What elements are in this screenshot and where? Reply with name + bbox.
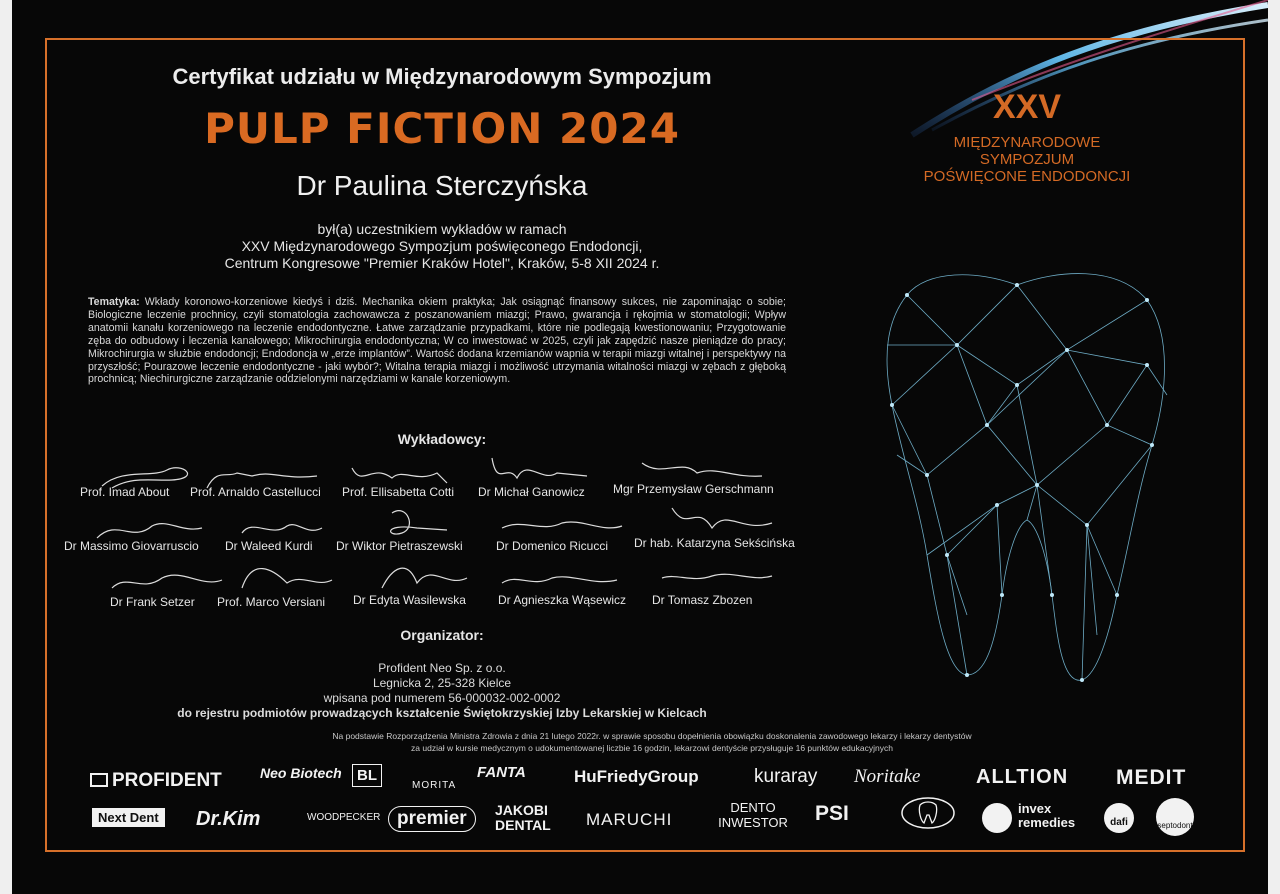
topics-text: Wkłady koronowo-korzeniowe kiedyś i dziś. Mechanika okiem praktyka; Jak osiągnąć finansowy sukces, nie zapominając o sobie; Biologiczne leczenie prochnicy, czyli stomatologia zachowawcza z poszanowaniem miazgi; Prawo, gwarancja i rękojmia w stomatologii; Wpływ anatomii kanału korzeniowego na leczenie endodontyczne. Łatwe zarządzanie przypadkami, które nie podlegają kwestionowaniu; Przygotowanie zęba do odbudowy i leczenia kanałowego; Mikrochirurgia endodontyczna; W co inwestować w 2025, czyli jak zapędzić nasze pieniądze do pracy; Mikrochirurgia w służbie endodoncji; Endodoncja w „erze implantów”. Wartość dodana krzemianów wapnia w terapii miazgi witalnej i perspektywy na przyszłość; Pourazowe leczenie endodontyczne - jaki wybór?; Witalna terapia miazgi i możliwość utrzymania witalności miazgi w zębach z głęboką prochnicą; Niechirurgiczne zarządzanie oddzielonymi narzędziami w kanale korzeniowym. (88, 296, 787, 386)
lecturer-name: Dr Edyta Wasilewska (353, 593, 466, 607)
symposium-line: MIĘDZYNARODOWE (953, 134, 1101, 151)
lecturers-heading: Wykładowcy: (397, 431, 487, 447)
sponsor-logo-drkim: Dr.Kim (196, 808, 261, 830)
sponsor-logo-profident: PROFIDENT (90, 770, 222, 792)
lecturer-name: Dr Frank Setzer (110, 595, 195, 609)
organizer-details (72, 661, 812, 721)
sponsor-logo-septodont: septodont (1156, 798, 1194, 836)
sponsor-logo-nextdent: Next Dent (92, 808, 165, 827)
topics-paragraph (88, 296, 786, 386)
sponsor-logo-invex: invex remedies (1018, 801, 1076, 830)
lecturer-name: Dr Agnieszka Wąsewicz (498, 593, 627, 607)
tooth-badge-icon (898, 795, 958, 831)
sponsor-logo-woodpecker: WOODPECKER (307, 812, 381, 823)
participation-statement (72, 221, 812, 272)
topics-label: Tematyka: (88, 296, 140, 308)
organizer-line: wpisana pod numerem 56-000032-002-0002 (323, 691, 561, 705)
organizer-line: Profident Neo Sp. z o.o. (378, 661, 506, 675)
lecturer-name: Dr Michał Ganowicz (478, 485, 585, 499)
sponsor-logo-medit: MEDIT (1116, 766, 1187, 789)
event-title: PULP FICTION 2024 (204, 104, 680, 153)
lecturer-name: Prof. Ellisabetta Cotti (342, 485, 455, 499)
invex-icon (982, 803, 1012, 833)
lecturer-signatures (72, 448, 812, 608)
participation-line: był(a) uczestnikiem wykładów w ramach (317, 221, 567, 237)
sponsor-logo-morita: MORITA (412, 780, 457, 791)
participation-line: Centrum Kongresowe "Premier Kraków Hotel", Kraków, 5-8 XII 2024 r. (224, 255, 660, 271)
certificate-title: Certyfikat udziału w Międzynarodowym Sympozjum (172, 64, 712, 89)
sponsor-logo-jakobi: JAKOBI DENTAL (495, 802, 551, 833)
lecturer-name: Mgr Przemysław Gerschmann (613, 482, 774, 496)
lecturer-name: Dr Tomasz Zbozen (652, 593, 753, 607)
lecturer-name: Dr Waleed Kurdi (225, 539, 313, 553)
participation-line: XXV Międzynarodowego Sympozjum poświęconego Endodoncji, (241, 238, 643, 254)
lecturer-name: Prof. Imad About (80, 485, 170, 499)
lecturer-name: Prof. Arnaldo Castellucci (190, 485, 321, 499)
symposium-line: POŚWIĘCONE ENDODONCJI (923, 168, 1131, 185)
sponsor-logo-bl: BL (352, 764, 382, 787)
legal-line: za udział w kursie medycznym o udokumentowanej liczbie 16 godzin, lekarzowi dentyście przysługuje 16 punktów edukacyjnych (411, 743, 893, 753)
sponsor-logo-maruchi: MARUCHI (586, 810, 673, 829)
lecturer-name: Prof. Marco Versiani (217, 595, 326, 609)
recipient-name: Dr Paulina Sterczyńska (296, 170, 588, 201)
sponsor-logo-hufriedy: HuFriedyGroup (574, 767, 699, 786)
sponsor-logo-dafi: dafi (1104, 803, 1134, 833)
sponsor-logo-kuraray: kuraray (754, 766, 818, 787)
symposium-title (882, 134, 1172, 185)
symposium-number: XXV (992, 88, 1062, 126)
sponsor-logo-psi: PSI (815, 802, 849, 825)
organizer-line: Legnicka 2, 25-328 Kielce (372, 676, 512, 690)
sponsor-logo-neobiotech: Neo Biotech (260, 765, 342, 781)
organizer-heading: Organizator: (400, 627, 484, 643)
tooth-illustration (867, 255, 1187, 695)
lecturer-name: Dr Massimo Giovarruscio (64, 539, 199, 553)
sponsor-logo-noritake: Noritake (854, 766, 921, 787)
sponsor-logo-fanta: FANTA (477, 764, 526, 781)
lecturer-name: Dr hab. Katarzyna Sekścińska (634, 536, 795, 550)
organizer-registry: do rejestru podmiotów prowadzących kształcenie Świętokrzyskiej Izby Lekarskiej w Kielcach (177, 706, 707, 720)
legal-note (212, 730, 1092, 754)
certificate (12, 0, 1268, 894)
symposium-line: SYMPOZJUM (979, 151, 1075, 168)
lecturer-name: Dr Wiktor Pietraszewski (336, 539, 463, 553)
legal-line: Na podstawie Rozporządzenia Ministra Zdrowia z dnia 21 lutego 2022r. w sprawie sposobu dopełnienia obowiązku doskonalenia zawodowego lekarzy i lekarzy dentystów (332, 731, 972, 741)
sponsor-logo-dentoinwestor: DENTO INWESTOR (718, 800, 788, 830)
profident-icon (90, 773, 108, 787)
sponsor-logo-premier: premier (388, 806, 476, 832)
lecturer-name: Dr Domenico Ricucci (496, 539, 609, 553)
sponsor-logo-alltion: ALLTION (976, 766, 1069, 788)
